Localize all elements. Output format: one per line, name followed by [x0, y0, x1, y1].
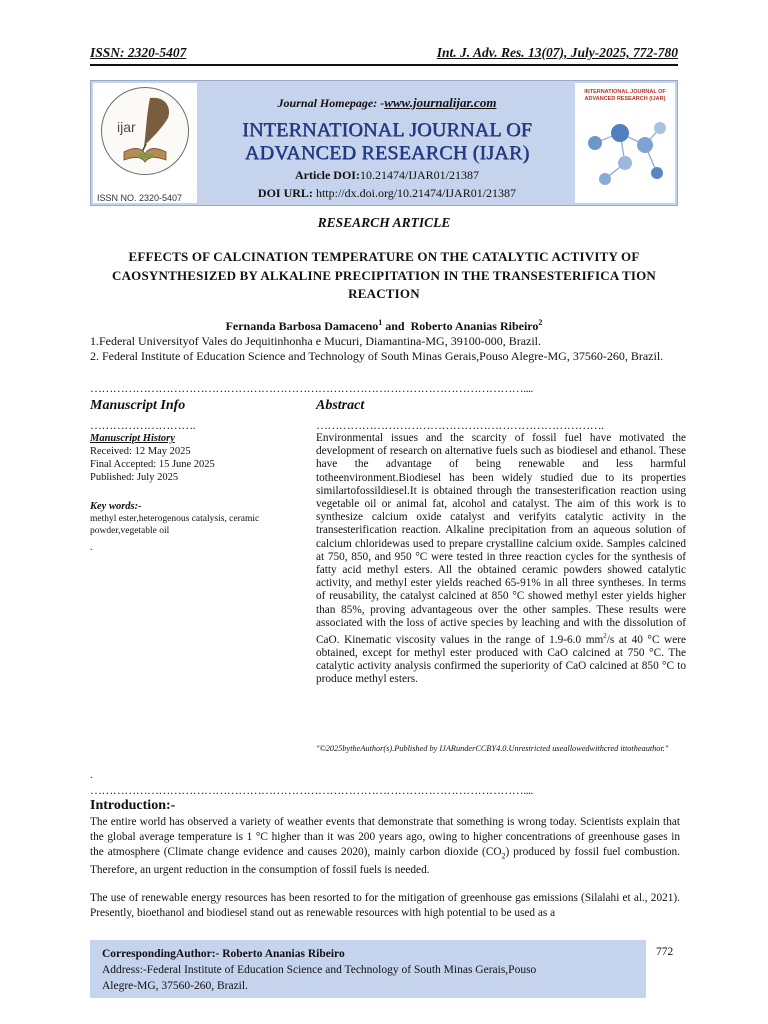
issn: ISSN: 2320-5407 [90, 45, 187, 60]
logo-text: ijar [117, 119, 136, 135]
journal-banner [90, 80, 678, 206]
separator-top: …………………………………………………………………………………………………….... [90, 382, 533, 394]
introduction-paragraph-2: The use of renewable energy resources has been resorted to for the mitigation of greenhouse gas emissions (Silalahi et al., 2021). Presently, bioethanol and biodiesel stand out as renewable resources with high potential to be used as a [90, 892, 680, 919]
article-title: EFFECTS OF CALCINATION TEMPERATURE ON THE CATALYTIC ACTIVITY OF CAOSYNTHESIZED BY ALKALINE PRECIPITATION IN THE TRANSESTERIFICA TION REACTION [112, 249, 656, 301]
author-1: Fernanda Barbosa Damaceno [225, 319, 379, 333]
quill-book-icon [102, 88, 188, 174]
manuscript-info-heading: Manuscript Info [90, 398, 186, 413]
author-connector: and [382, 319, 411, 333]
journal-homepage [203, 95, 571, 111]
cover-title: INTERNATIONAL JOURNAL OF ADVANCED RESEARCH (IJAR) [584, 89, 666, 102]
author-1-sup: 1 [378, 318, 383, 327]
journal-name [203, 119, 571, 165]
small-dot-2: . [90, 770, 93, 781]
citation: Int. J. Adv. Res. 13(07), July-2025, 772-780 [436, 45, 678, 60]
author-2: Roberto Ananias Ribeiro [410, 319, 539, 333]
abstract-sup: 2 [603, 632, 607, 641]
introduction-paragraph-1 [90, 815, 680, 878]
keywords-label: Key words:- [90, 501, 142, 512]
separator-bottom: …………………………………………………………………………………………………….... [90, 784, 533, 796]
homepage-link[interactable]: www.journalijar.com [384, 95, 497, 110]
address-line-2: Alegre-MG, 37560-260, Brazil. [102, 980, 248, 992]
intro-p1-a: The entire world has observed a variety of weather events that demonstrate that something is wrong today. Scientists explain that the global average temperature is 1 °C higher than it was 200 years ago, owing to higher concentrations of greenhouse gases in the atmosphere (Climate change evidence and causes 2020), mainly carbon dioxide (CO [90, 816, 680, 858]
address-line-1: Address:-Federal Institute of Education Science and Technology of South Minas Gerais,Pouso [102, 964, 537, 976]
journal-cover [575, 83, 675, 203]
small-dot-1: . [90, 542, 93, 553]
page-number: 772 [656, 946, 674, 958]
running-header [90, 44, 678, 66]
abstract-text [316, 432, 686, 687]
published-date: Published: July 2025 [90, 472, 179, 483]
doi-url-value[interactable]: http://dx.doi.org/10.21474/IJAR01/21387 [315, 186, 517, 200]
journal-logo [93, 83, 197, 203]
logo-issn: ISSN NO. 2320-5407 [97, 193, 183, 203]
logo-circle [101, 87, 189, 175]
accepted-date: Final Accepted: 15 June 2025 [90, 459, 215, 470]
separator-left: ………………………. [90, 419, 196, 431]
separator-right: …………………………………………………………………. [316, 419, 604, 431]
author-2-sup: 2 [538, 318, 543, 327]
article-type: RESEARCH ARTICLE [317, 215, 451, 230]
abstract-body-end: /s at 40 °C were obtained, except for methyl ester produced with CaO calcined at 750 °C. The catalytic activity analysis confirmed the superiority of CaO calcined at 850 °C to produce methyl esters. [316, 633, 686, 686]
affiliation-1: 1.Federal Universityof Vales do Jequitinhonha e Mucuri, Diamantina-MG, 39100-000, Brazil. [90, 334, 542, 348]
abstract-body: Environmental issues and the scarcity of fossil fuel have motivated the development of research on alternative fuels such as biodiesel and ethanol. These have the advantage of being renewable and less harmful totheenvironment.Biodiesel has been widely studied due to its properties similartofossildiesel.It is obtained through the transesterification reaction using vegetable oil or animal fat, alcohol and catalyst. The aim of this work is to synthesize calcium oxide catalyst and verifyits catalytic activity in the transesterification reaction. Alkaline precipitation from an aqueous solution of calcium chloridewas used to prepare crystalline calcium oxide. Samples calcined at 750, 850, and 950 °C were tested in three reaction cycles for the synthesis of fatty acid methyl esters. All the obtained ceramic powders showed catalytic activity, and methyl ester yields reached 65-91% in all three syntheses. In terms of reusability, the catalyst calcined at 850 °C showed methyl ester yields higher than 85%, proving advantageous over the other samples. These results were associated with the loss of active species by leaching and with the dissolution of CaO. Kinematic viscosity values in the range of 1.9-6.0 mm [316, 432, 686, 646]
authors [0, 318, 768, 334]
introduction-heading: Introduction:- [90, 798, 176, 813]
banner-center [203, 89, 571, 201]
license-note: "©2025bytheAuthor(s).Published by IJARunderCCBY4.0.Unrestricted useallowedwithcred ittotheauthor." [316, 744, 669, 753]
molecule-icon [575, 83, 675, 203]
affiliation-2: 2. Federal Institute of Education Science and Technology of South Minas Gerais,Pouso Alegre-MG, 37560-260, Brazil. [90, 348, 664, 363]
corresponding-author-box [90, 940, 646, 998]
affiliations [90, 334, 678, 363]
homepage-label: Journal Homepage: - [277, 96, 385, 110]
doi-label: Article DOI: [295, 168, 360, 182]
manuscript-info [90, 432, 290, 537]
doi-url-label: DOI URL: [257, 186, 313, 200]
history-label: Manuscript History [90, 433, 175, 444]
corresponding-author: CorrespondingAuthor:- Roberto Ananias Ribeiro [102, 948, 345, 960]
abstract-heading: Abstract [316, 398, 365, 413]
keywords: methyl ester,heterogenous catalysis, ceramic powder,vegetable oil [90, 514, 260, 536]
journal-name-line2: ADVANCED RESEARCH (IJAR) [244, 142, 530, 164]
received-date: Received: 12 May 2025 [90, 446, 191, 457]
intro-p1-sub: 2 [501, 851, 506, 861]
doi-value: 10.21474/IJAR01/21387 [359, 168, 479, 182]
journal-name-line1: INTERNATIONAL JOURNAL OF [242, 119, 532, 141]
article-doi [203, 168, 571, 183]
doi-url [203, 186, 571, 201]
intro-p1-b: ) produced by fossil fuel combustion. Therefore, an urgent reduction in the consumption of fossil fuels is needed. [90, 846, 680, 877]
